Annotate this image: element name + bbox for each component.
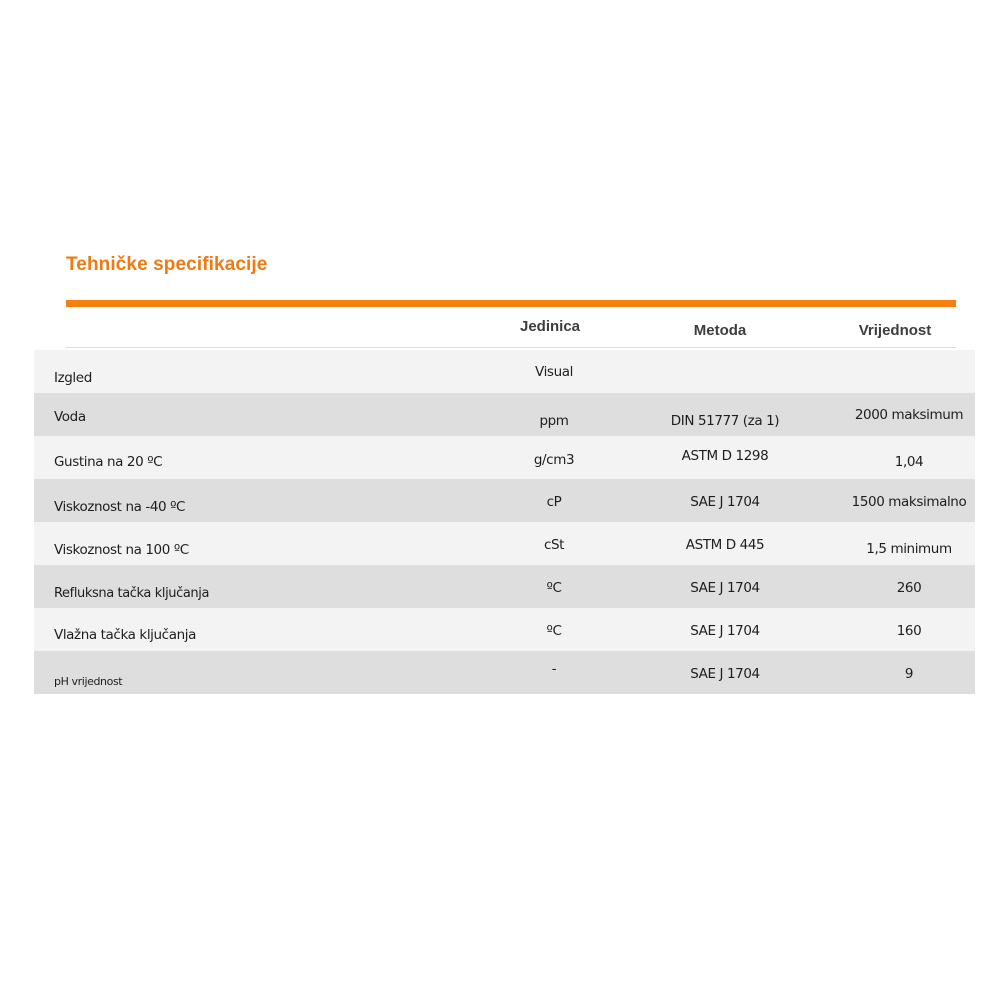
- value-cell: 1500 maksimalno: [851, 494, 967, 510]
- property-name: Voda: [54, 409, 86, 425]
- unit-cell: g/cm3: [533, 452, 575, 468]
- table-row: [34, 479, 975, 522]
- value-cell: 9: [904, 666, 914, 682]
- property-name: Gustina na 20 ºC: [54, 454, 163, 470]
- table-row: [34, 608, 975, 651]
- method-cell: SAE J 1704: [690, 666, 760, 682]
- table-row: [34, 565, 975, 608]
- unit-cell: ºC: [546, 623, 562, 639]
- column-header-value: Vrijednost: [858, 322, 932, 339]
- method-cell: SAE J 1704: [690, 623, 760, 639]
- value-cell: 1,04: [894, 454, 924, 470]
- value-cell: 2000 maksimum: [854, 407, 964, 423]
- unit-cell: cP: [546, 494, 562, 510]
- method-cell: SAE J 1704: [690, 580, 760, 596]
- table-row: [34, 350, 975, 393]
- method-cell: DIN 51777 (za 1): [670, 413, 780, 429]
- property-name: Viskoznost na -40 ºC: [54, 499, 186, 515]
- section-title: Tehničke specifikacije: [66, 254, 268, 275]
- spec-table: [34, 350, 975, 694]
- value-cell: 1,5 minimum: [866, 541, 952, 557]
- table-row: [34, 436, 975, 479]
- method-cell: SAE J 1704: [690, 494, 760, 510]
- property-name: Izgled: [54, 370, 92, 386]
- unit-cell: ºC: [546, 580, 562, 596]
- orange-divider: [66, 300, 956, 307]
- unit-cell: Visual: [535, 364, 573, 380]
- unit-cell: cSt: [543, 537, 565, 553]
- property-name: pH vrijednost: [54, 675, 123, 688]
- method-cell: ASTM D 445: [685, 537, 765, 553]
- column-header-method: Metoda: [693, 322, 747, 339]
- unit-cell: ppm: [539, 413, 569, 429]
- column-header-unit: Jedinica: [519, 318, 581, 335]
- header-divider: [66, 347, 956, 348]
- value-cell: 260: [896, 580, 922, 596]
- property-name: Viskoznost na 100 ºC: [54, 542, 189, 558]
- table-row: [34, 522, 975, 565]
- property-name: Vlažna tačka ključanja: [54, 627, 196, 643]
- unit-cell: -: [551, 661, 557, 677]
- table-row: [34, 393, 975, 436]
- table-row: [34, 651, 975, 694]
- method-cell: ASTM D 1298: [681, 448, 769, 464]
- value-cell: 160: [896, 623, 922, 639]
- property-name: Refluksna tačka ključanja: [54, 586, 210, 601]
